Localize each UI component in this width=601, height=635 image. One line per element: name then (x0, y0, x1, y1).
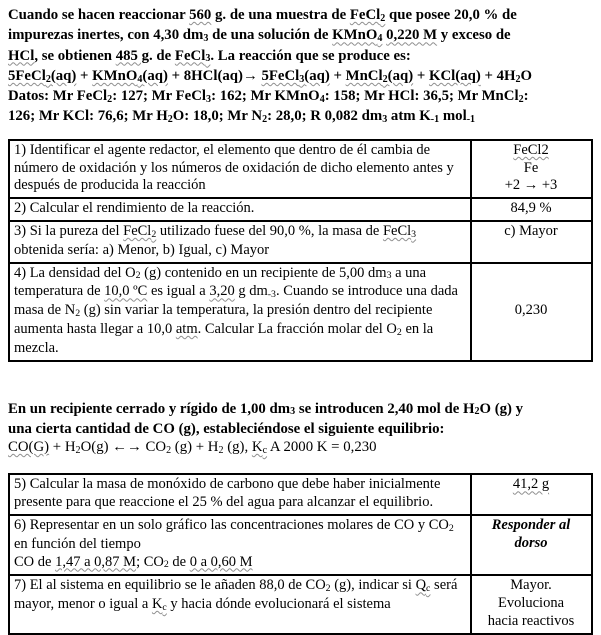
answer-cell (471, 575, 592, 633)
text-segment: c (162, 601, 167, 613)
text-segment: 6) Representar en un solo gráfico las concentraciones molares de CO y CO (14, 517, 449, 534)
text-segment: 3 (386, 270, 392, 282)
text-segment: 7) El al sistema en equilibrio se le añaden 88,0 de CO (14, 577, 326, 594)
text-segment: -1 (466, 114, 476, 126)
text-segment: : (523, 88, 529, 105)
text-segment: y hacia dónde evolucionará el sistema (166, 596, 391, 613)
text-segment: KCl(aq) (428, 67, 481, 84)
text-segment: FeCl (349, 7, 381, 23)
text-segment: O (520, 67, 533, 84)
text-segment: FeCl (123, 222, 152, 239)
text-segment: es igual a (147, 283, 210, 300)
text-segment: O(g) ←→ CO (80, 439, 167, 456)
text-segment: atm (175, 320, 198, 337)
text-segment: 4) La densidad del O (14, 264, 136, 281)
text-segment: CO(G) (8, 439, 50, 456)
text-segment: Fe (523, 159, 539, 176)
text-segment: 2 (75, 307, 81, 319)
text-segment: (g) + H (171, 439, 219, 456)
text-segment: atm K (387, 108, 431, 125)
text-segment: 2 (107, 93, 113, 105)
text-segment: Responder al (491, 517, 571, 534)
answer-cell (471, 140, 592, 198)
table-row (9, 140, 592, 198)
text-segment: KMnO (332, 27, 378, 44)
text-segment: : 127; Mr FeCl (112, 88, 207, 105)
text-segment: (aq) (387, 67, 414, 84)
answer-cell (471, 198, 592, 221)
text-segment: 4 (377, 33, 383, 45)
text-segment: KMnO (92, 67, 138, 84)
question-cell (9, 221, 471, 263)
text-segment: O (g) y (479, 400, 524, 417)
problem1-table-body (9, 140, 592, 361)
text-segment: g. de una muestra de (211, 7, 350, 23)
text-segment: O: 18,0; Mr N (172, 108, 263, 125)
text-segment: FeCl (174, 47, 206, 64)
text-segment: (g), indicar si (330, 577, 416, 594)
text-segment: 1) Identificar el agente redactor, el elemento que dentro de él cambia de número de oxidación y los números de oxidación de dicho elemento antes y después de producida la reacción (14, 141, 454, 194)
text-segment: y exceso de (437, 27, 511, 44)
table-row (9, 198, 592, 221)
text-segment: 3 (203, 33, 209, 45)
problem2-table (8, 473, 593, 634)
text-segment: + (329, 67, 346, 84)
text-segment: 2 (75, 444, 81, 456)
text-segment: 1,47 a 0,87 M (55, 553, 137, 570)
text-segment: g dm (234, 283, 268, 300)
text-segment: 2 (163, 559, 169, 571)
problem1-table (8, 139, 593, 362)
text-segment: hacia reactivos (487, 613, 575, 630)
table-row (9, 263, 592, 361)
text-segment: 2 (166, 444, 172, 456)
answer-cell (471, 221, 592, 263)
text-segment: 3 (411, 228, 417, 240)
text-segment: + H (49, 439, 76, 456)
text-segment: 2 (135, 270, 141, 282)
text-segment: utilizado fuese del 90,0 %, la masa de (156, 222, 383, 239)
text-segment: K (151, 596, 163, 613)
text-segment: 4 (137, 73, 143, 85)
text-segment: . Calcular La fracción molar del O (197, 320, 397, 337)
text-segment: , se obtienen (34, 47, 116, 64)
table-row (9, 221, 592, 263)
text-segment: + 8HCl(aq) (167, 67, 243, 84)
text-segment: -1 (430, 114, 440, 126)
text-segment: se introducen 2,40 mol de H (295, 400, 475, 417)
question-cell (9, 263, 471, 361)
problem2-statement (8, 400, 601, 459)
text-segment: + 4H (480, 67, 516, 84)
text-segment: 2 (518, 93, 524, 105)
text-segment: +2 → +3 (504, 177, 558, 194)
text-segment: CO de (14, 553, 56, 570)
text-segment: Cuando se hacen reaccionar (8, 7, 190, 23)
text-segment: 3,20 (209, 283, 235, 300)
text-segment: 2 (45, 73, 51, 85)
answer-cell (471, 263, 592, 361)
text-segment: + (413, 67, 429, 84)
text-segment: : 158; Mr HCl: 36,5; Mr MnCl (324, 88, 519, 105)
text-segment: (g), (223, 439, 252, 456)
question-cell (9, 575, 471, 633)
text-segment: 5FeCl (261, 67, 300, 84)
text-segment: 2 (396, 326, 402, 338)
text-segment: En un recipiente cerrado y rígido de 1,00 dm (8, 400, 291, 417)
text-segment: → (242, 67, 258, 84)
problem2-table-body (9, 474, 592, 633)
text-segment: 10,0 ºC (104, 283, 148, 300)
text-segment: 3 (299, 73, 305, 85)
text-segment: 2) Calcular el rendimiento de la reacción. (14, 200, 255, 217)
text-segment: 3 (205, 53, 211, 65)
text-segment: FeCl (382, 222, 412, 239)
text-segment: mol (439, 108, 467, 125)
text-segment: K (251, 439, 263, 456)
problem1-statement (8, 6, 601, 128)
text-segment: una cierta cantidad de CO (g), estableciéndose el siguiente equilibrio: (8, 420, 445, 437)
text-segment: . de (149, 47, 175, 64)
text-segment: 5) Calcular la masa de monóxido de carbono que debe haber inicialmente presente para que reaccione el 25 % del agua para alcanzar el equilibrio. (14, 476, 441, 511)
text-segment: : 28,0; R 0,082 dm (267, 108, 383, 125)
text-segment: c (426, 583, 431, 595)
text-segment: (g) contenido en un recipiente de 5,00 dm (140, 264, 387, 281)
text-segment: 2 (262, 114, 268, 126)
question-cell (9, 198, 471, 221)
table-row (9, 575, 592, 633)
text-segment: 2 (167, 114, 173, 126)
text-segment: 560 (189, 7, 212, 23)
text-segment: c) Mayor (504, 222, 558, 239)
text-segment: obtenida sería: a) Menor, b) Igual, c) Mayor (14, 241, 270, 258)
question-cell (9, 515, 471, 575)
text-segment: HCl (8, 47, 35, 64)
text-segment: 3 (290, 406, 296, 418)
text-segment: 126; Mr KCl: 76,6; Mr H (8, 108, 168, 125)
text-segment: . Cuando se introduce una dada masa de N (14, 283, 458, 319)
table-row (9, 515, 592, 575)
text-segment: 2 (151, 228, 157, 240)
table-row (9, 474, 592, 515)
text-segment: 2 (380, 12, 386, 24)
text-segment: 2 (325, 583, 331, 595)
text-segment: MnCl (345, 67, 383, 84)
text-segment: 3 (382, 114, 388, 126)
text-segment: impurezas inertes, con 4,30 dm (8, 27, 204, 44)
text-segment: que posee 20,0 % de (385, 7, 517, 23)
text-segment: (aq) (142, 67, 168, 84)
text-segment: (g) sin variar la temperatura, la presión dentro del recipiente aumenta hasta llegar a 10,0 (14, 302, 433, 337)
text-segment: en la mezcla. (14, 320, 434, 356)
text-segment: ; CO (136, 553, 164, 570)
text-segment: 2 (218, 444, 224, 456)
text-segment: -3 (267, 289, 276, 301)
text-segment: 2 (474, 406, 480, 418)
text-segment: de (168, 553, 190, 570)
text-segment: a una temperatura de (14, 264, 427, 300)
answer-cell (471, 474, 592, 515)
text-segment: Q (415, 577, 427, 594)
text-segment: 0,230 (514, 302, 548, 319)
text-segment: 2 (515, 73, 521, 85)
text-segment: dorso (514, 534, 548, 551)
text-segment: 0 a 0,60 M (189, 553, 253, 570)
question-cell (9, 474, 471, 515)
text-segment: 84,9 % (510, 200, 552, 217)
text-segment: + (76, 67, 93, 84)
text-segment: Datos: Mr FeCl (8, 88, 108, 105)
text-segment: 2 (382, 73, 388, 85)
text-segment: : 162; Mr KMnO (211, 88, 320, 105)
text-segment: c (262, 444, 268, 456)
text-segment: . La reacción que se produce es: (210, 47, 411, 64)
text-segment: 3) Si la pureza del (14, 222, 124, 239)
text-segment: Mayor. (510, 577, 552, 594)
text-segment: Evoluciona (497, 595, 565, 612)
text-segment: 485 g (115, 47, 149, 64)
text-segment: será mayor, menor o igual a (14, 577, 458, 613)
question-cell (9, 140, 471, 198)
text-segment: de una solución de (208, 27, 333, 44)
text-segment: 4 (319, 93, 325, 105)
answer-cell (471, 515, 592, 575)
text-segment: 0,220 M (386, 27, 438, 44)
text-segment: A 2000 K = 0,230 (267, 439, 377, 456)
text-segment: (aq) (50, 67, 77, 84)
text-segment: FeCl2 (513, 141, 549, 158)
text-segment: 41,2 g (512, 476, 550, 493)
text-segment: (aq) (304, 67, 330, 84)
text-segment: 2 (448, 522, 454, 534)
text-segment: 3 (206, 93, 212, 105)
text-segment: en función del tiempo (14, 535, 141, 552)
text-segment: 5FeCl (8, 67, 46, 84)
